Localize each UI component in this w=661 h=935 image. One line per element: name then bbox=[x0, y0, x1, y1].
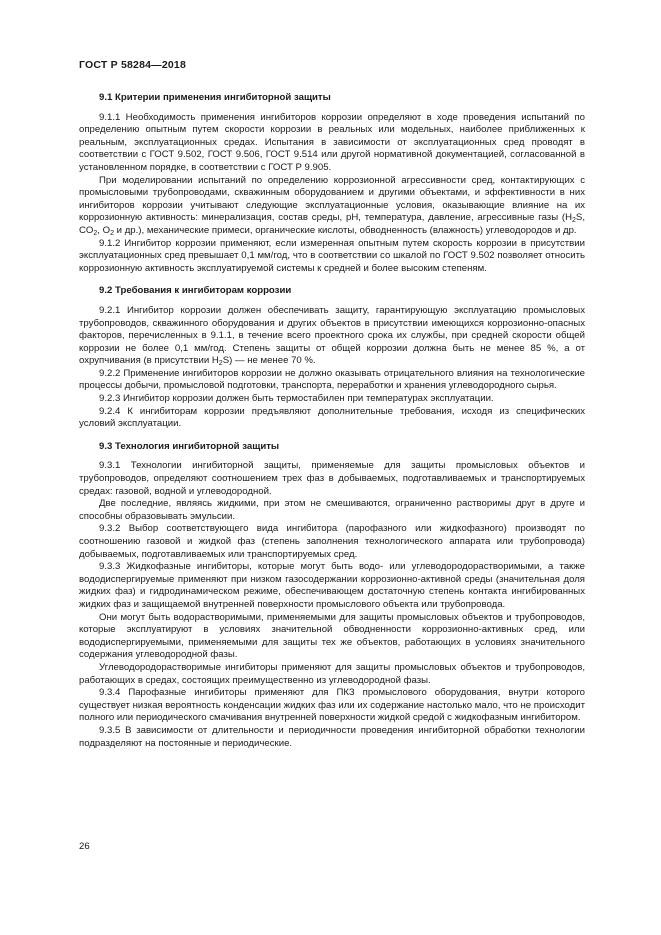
paragraph-9-3-3: 9.3.3 Жидкофазные ингибиторы, которые могут быть водо- или углеводородорастворимыми, а также вододиспергируемые применяют при низком газосодержании коррозионно-активной среды (значительная доля жидких фаз) и гидродинамическом режиме, обеспечивающем достаточную степень контакта ингибированных жидких фаз и защищаемой внутренней поверхности промыслового объекта или трубопровода. bbox=[79, 561, 585, 610]
paragraph-9-1-1: 9.1.1 Необходимость применения ингибиторов коррозии определяют в ходе проведения испытаний по определению опытным путем скорости коррозии в реальных или модельных, наиболее приближенных к реальным, эксплуатационных средах. Испытания в зависимости от эксплуатационных сред проводят в соответствии с ГОСТ 9.502, ГОСТ 9.506, ГОСТ 9.514 или другой нормативной документацией, согласованной в установленном порядке, в соответствии с ГОСТ Р 9.905. bbox=[79, 111, 585, 173]
paragraph-9-2-2: 9.2.2 Применение ингибиторов коррозии не должно оказывать отрицательного влияния на технологические процессы добычи, промысловой подготовки, транспорта, переработки и хранения углеводородного сырья. bbox=[79, 367, 585, 392]
section-9-2-heading: 9.2 Требования к ингибиторам коррозии bbox=[99, 285, 292, 297]
paragraph-9-1-2: 9.1.2 Ингибитор коррозии применяют, если измеренная опытным путем скорость коррозии в присутствии эксплуатационных сред превышает 0,1 мм/год, что в соответствии со шкалой по ГОСТ 9.502 позволяет относить коррозионную активность эксплуатируемой системы к средней и более высоким степеням. bbox=[79, 237, 585, 274]
paragraph-9-1-1-modeling bbox=[79, 175, 585, 238]
paragraph-9-3-3-hydrocarbon: Углеводородорастворимые ингибиторы применяют для защиты промысловых объектов и трубопроводов, работающих в средах, состоящих преимущественно из углеводородной фазы. bbox=[79, 661, 585, 686]
section-9-3-heading: 9.3 Технология ингибиторной защиты bbox=[99, 440, 280, 452]
page-number: 26 bbox=[79, 841, 90, 852]
document-body bbox=[79, 82, 585, 750]
paragraph-9-3-3-water: Они могут быть водорастворимыми, применяемыми для защиты промысловых объектов и трубопроводов, которые эксплуатируют в условиях значительной обводненности коррозионно-активных сред, или вододиспергируемыми, применяемыми для защиты тех же объектов, работающих в условиях значительного содержания углеводородной фазы. bbox=[79, 611, 585, 661]
section-9-1-heading: 9.1 Критерии применения ингибиторной защиты bbox=[99, 92, 331, 103]
paragraph-9-2-3: 9.2.3 Ингибитор коррозии должен быть термостабилен при температурах эксплуатации. bbox=[99, 393, 494, 405]
paragraph-9-2-4: 9.2.4 К ингибиторам коррозии предъявляют дополнительные требования, исходя из специфических условий эксплуатации. bbox=[79, 405, 585, 430]
text-run: 9.2.1 Ингибитор коррозии должен обеспечивать защиту, гарантирующую эксплуатацию промысловых трубопроводов, скважинного оборудования и других объектов в присутствии имеющихся коррозионно-опасных факторов, перечисленных в 9.1.1, в течение всего проектного срока их службы, при средней скорости общей коррозии не более 0,1 мм/год. Степень защиты от общей коррозии должна быть не менее 85 %, а от охрупчивания (в присутствии H bbox=[79, 304, 585, 367]
paragraph-9-3-4: 9.3.4 Парофазные ингибиторы применяют для ПКЗ промыслового оборудования, внутри которого существует низкая вероятность конденсации жидких фаз или их содержание настолько мало, что не происходит полного или периодического смачивания внутренней поверхности жидкой средой с жидкофазным ингибитором. bbox=[79, 687, 585, 724]
subscript: 2 bbox=[572, 217, 576, 225]
paragraph-9-3-1: 9.3.1 Технологии ингибиторной защиты, применяемые для защиты промысловых объектов и трубопроводов, определяют соотношением трех фаз в добываемых, подготавливаемых и транспортируемых средах: газовой, водной и углеводородной. bbox=[79, 460, 585, 497]
text-run: , O bbox=[97, 224, 111, 236]
paragraph-9-3-2: 9.3.2 Выбор соответствующего вида ингибитора (парофазного или жидкофазного) производят по соотношению газовой и жидкой фаз (степень заполнения технологического аппарата или трубопровода) добываемых, подготавливаемых или транспортируемых сред. bbox=[79, 523, 585, 560]
document-header: ГОСТ Р 58284—2018 bbox=[79, 59, 187, 71]
text-run: и др.), механические примеси, органические кислоты, обводненность (влажность) углеводородов и др. bbox=[114, 224, 577, 236]
paragraph-9-3-1-liquids: Две последние, являясь жидкими, при этом не смешиваются, ограниченно растворимы друг в друге и способны образовывать эмульсии. bbox=[79, 498, 585, 522]
subscript: 2 bbox=[218, 360, 223, 368]
text-run: S, CO bbox=[79, 212, 585, 236]
subscript: 2 bbox=[110, 229, 114, 237]
subscript: 2 bbox=[93, 229, 98, 237]
paragraph-9-3-5: 9.3.5 В зависимости от длительности и периодичности проведения ингибиторной обработки технологии подразделяют на постоянные и периодические. bbox=[79, 724, 585, 749]
paragraph-9-2-1 bbox=[79, 305, 585, 368]
text-run: При моделировании испытаний по определению коррозионной агрессивности сред, контактирующих с промысловыми трубопроводами, скважинным оборудованием и другими объектами, и эффективности в них ингибиторов коррозии учитывают следующие эксплуатационные условия, оказывающие влияние на их коррозионную активность: минерализация, состав среды, pH, температура, давление, агрессивные газы (H bbox=[79, 174, 585, 224]
text-run: S) — не менее 70 %. bbox=[222, 355, 316, 367]
